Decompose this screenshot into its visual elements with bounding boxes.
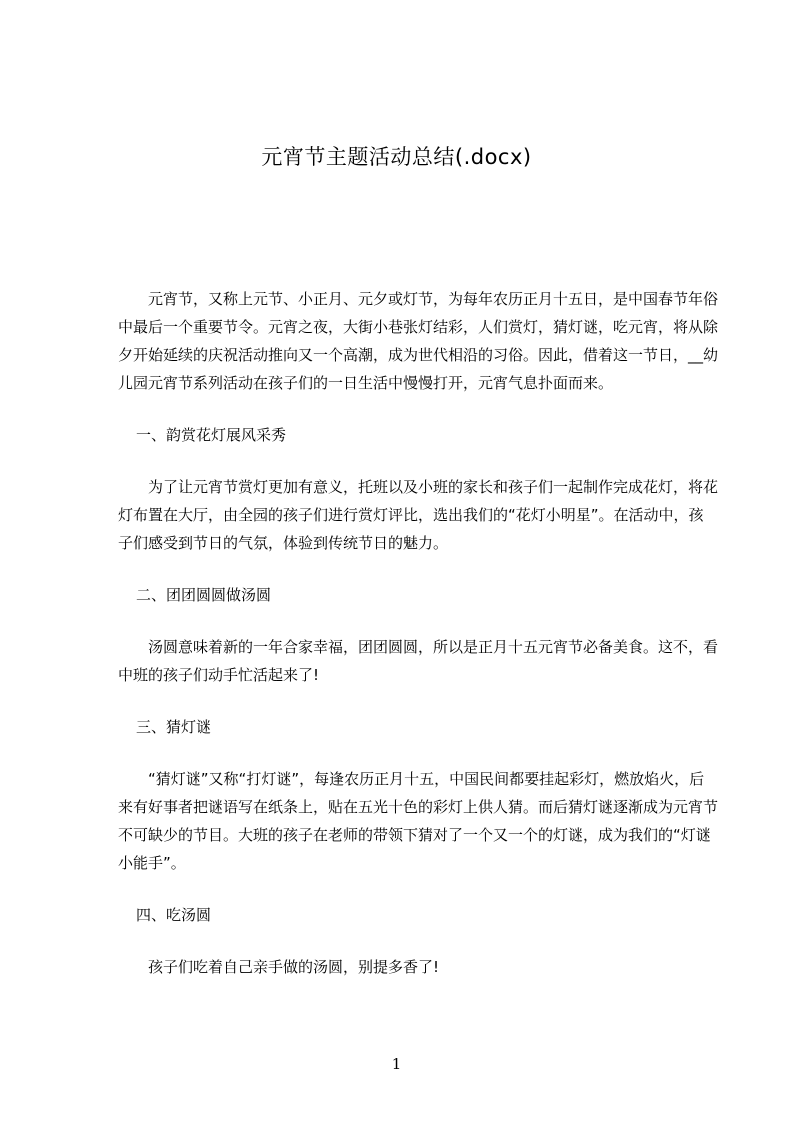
section-heading-3: 三、猜灯谜 (136, 718, 212, 736)
section-heading-2: 二、团团圆圆做汤圆 (136, 586, 272, 604)
page-number: 1 (391, 1055, 402, 1073)
section-body-1: 为了让元宵节赏灯更加有意义，托班以及小班的家长和孩子们一起制作完成花灯，将花灯布置在大厅，由全园的孩子们进行赏灯评比，选出我们的“花灯小明星”。在活动中，孩子们感受到节日的气氛，体验到传统节日的魅力。 (118, 478, 719, 552)
document-title: 元宵节主题活动总结(.docx) (261, 145, 532, 169)
section-body-3: “猜灯谜”又称“打灯谜”，每逢农历正月十五，中国民间都要挂起彩灯，燃放焰火，后来有好事者把谜语写在纸条上，贴在五光十色的彩灯上供人猜。而后猜灯谜逐渐成为元宵节不可缺少的节目。大班的孩子在老师的带领下猜对了一个又一个的灯谜，成为我们的“灯谜小能手”。 (118, 770, 719, 872)
section-body-4: 孩子们吃着自己亲手做的汤圆，别提多香了! (148, 958, 440, 976)
section-heading-1: 一、韵赏花灯展风采秀 (136, 426, 287, 444)
intro-paragraph: 元宵节，又称上元节、小正月、元夕或灯节，为每年农历正月十五日，是中国春节年俗中最后一个重要节令。元宵之夜，大街小巷张灯结彩，人们赏灯，猜灯谜，吃元宵，将从除夕开始延续的庆祝活动推向又一个高潮，成为世代相沿的习俗。因此，借着这一节日，__幼儿园元宵节系列活动在孩子们的一日生活中慢慢打开，元宵气息扑面而来。 (118, 290, 719, 392)
section-body-2: 汤圆意味着新的一年合家幸福，团团圆圆，所以是正月十五元宵节必备美食。这不，看中班的孩子们动手忙活起来了! (118, 638, 719, 684)
section-heading-4: 四、吃汤圆 (136, 906, 212, 924)
document-body (118, 285, 718, 981)
